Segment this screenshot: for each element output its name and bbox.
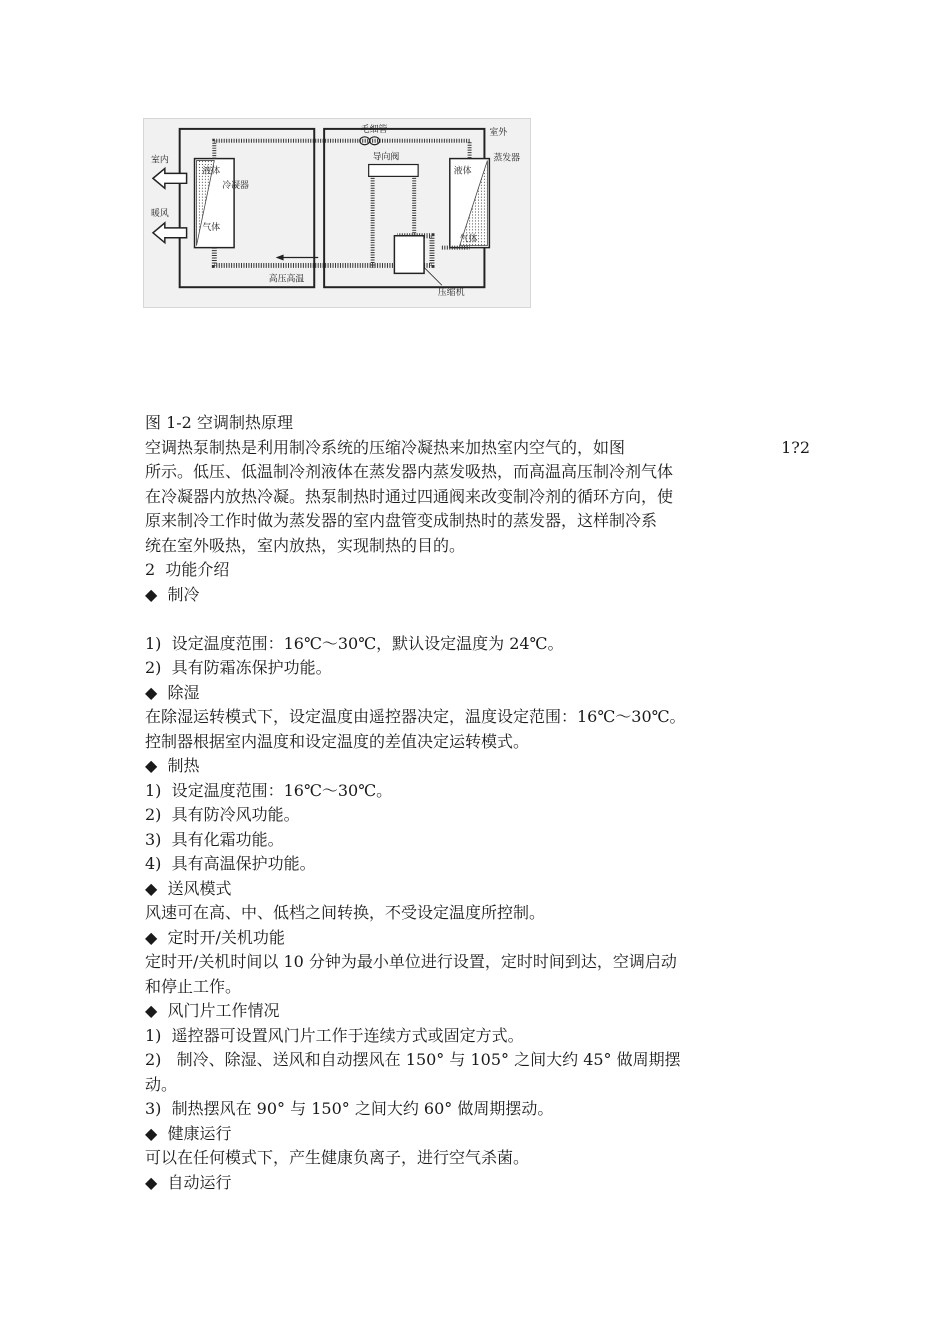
intro-line-ref: 1?2: [781, 437, 810, 457]
label-warm-air: 暖风: [150, 208, 169, 219]
label-gas-right: 气体: [459, 234, 478, 245]
timer-title: ◆ 定时开/关机功能: [145, 927, 285, 947]
document-body: [145, 411, 810, 1195]
intro-line: [145, 436, 810, 461]
louver-title: ◆ 风门片工作情况: [145, 1001, 280, 1020]
cooling-item: 2) 具有防霜冻保护功能。: [145, 658, 332, 677]
health-title: ◆ 健康运行: [145, 1123, 232, 1143]
fan-line: 风速可在高、中、低档之间转换，不受设定温度所控制。: [145, 903, 546, 922]
label-outdoor: 室外: [489, 127, 508, 138]
heating-title: ◆ 制热: [145, 756, 200, 775]
louver-line: 动。: [145, 1074, 178, 1094]
intro-line: 所示。低压、低温制冷剂液体在蒸发器内蒸发吸热，而高温高压制冷剂气体: [145, 462, 674, 481]
louver-line: 2) 制冷、除湿、送风和自动摆风在 150° 与 105° 之间大约 45° 做周期摆: [145, 1050, 681, 1069]
section-title: 2 功能介绍: [145, 560, 230, 579]
warm-air-arrow-top: [153, 168, 187, 188]
label-indoor: 室内: [150, 155, 169, 166]
heating-item: 1) 设定温度范围：16℃～30℃。: [145, 780, 393, 800]
heat-pump-diagram: [143, 118, 531, 308]
label-capillary: 毛细管: [360, 124, 388, 135]
label-compressor: 压缩机: [437, 288, 465, 299]
heating-item: 4) 具有高温保护功能。: [145, 854, 316, 873]
blank-line: [145, 607, 810, 632]
intro-line: 在冷凝器内放热冷凝。热泵制热时通过四通阀来改变制冷剂的循环方向，使: [145, 486, 674, 506]
label-liquid-right: 液体: [453, 166, 472, 177]
label-evaporator: 蒸发器: [493, 153, 521, 164]
fan-title: ◆ 送风模式: [145, 878, 232, 898]
label-reversing-valve: 导向阀: [372, 152, 400, 163]
dehumidify-line: 在除湿运转模式下，设定温度由遥控器决定，温度设定范围：16℃～30℃。: [145, 707, 686, 726]
cooling-title: ◆ 制冷: [145, 584, 200, 604]
reversing-valve: [369, 165, 418, 177]
heating-item: 2) 具有防冷风功能。: [145, 805, 300, 824]
compressor: [394, 236, 424, 274]
label-liquid-left: 液体: [202, 166, 221, 177]
louver-line: 1) 遥控器可设置风门片工作于连续方式或固定方式。: [145, 1025, 524, 1045]
warm-air-arrow-bottom: [153, 223, 187, 243]
heating-item: 3) 具有化霜功能。: [145, 829, 284, 849]
pipe-top: [214, 141, 469, 159]
dehumidify-title: ◆ 除湿: [145, 682, 200, 702]
heat-pump-diagram-svg: [144, 119, 530, 307]
timer-line: 定时开/关机时间以 10 分钟为最小单位进行设置，定时时间到达，空调启动: [145, 952, 677, 971]
figure-caption: 图 1-2 空调制热原理: [145, 413, 293, 432]
intro-line: 原来制冷工作时做为蒸发器的室内盘管变成制热时的蒸发器，这样制冷系: [145, 511, 658, 530]
label-gas-left: 气体: [202, 222, 221, 233]
label-high-pressure: 高压高温: [268, 274, 305, 285]
label-condenser: 冷凝器: [222, 181, 249, 192]
intro-line-text: 空调热泵制热是利用制冷系统的压缩冷凝热来加热室内空气的，如图: [145, 437, 626, 457]
cooling-item: 1) 设定温度范围：16℃～30℃，默认设定温度为 24℃。: [145, 633, 564, 653]
dehumidify-line: 控制器根据室内温度和设定温度的差值决定运转模式。: [145, 731, 530, 751]
auto-title: ◆ 自动运行: [145, 1172, 232, 1192]
intro-line: 统在室外吸热，室内放热，实现制热的目的。: [145, 535, 466, 555]
louver-line: 3) 制热摆风在 90° 与 150° 之间大约 60° 做周期摆动。: [145, 1099, 554, 1118]
timer-line: 和停止工作。: [145, 976, 242, 996]
health-line: 可以在任何模式下，产生健康负离子，进行空气杀菌。: [145, 1148, 530, 1167]
